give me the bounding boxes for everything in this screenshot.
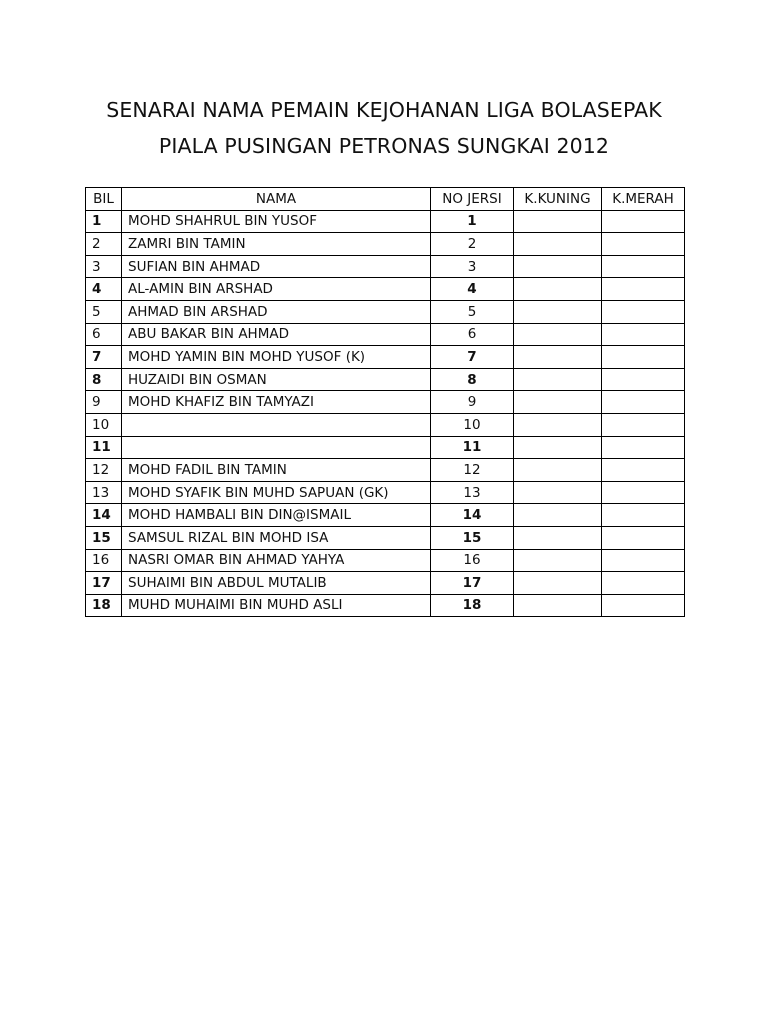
yellow-card-cell bbox=[514, 300, 602, 323]
jersey-number: 13 bbox=[431, 481, 514, 504]
table-row bbox=[86, 368, 685, 391]
red-card-cell bbox=[602, 459, 685, 482]
jersey-number: 15 bbox=[431, 526, 514, 549]
yellow-card-cell bbox=[514, 413, 602, 436]
row-number: 5 bbox=[86, 300, 122, 323]
row-number: 15 bbox=[86, 526, 122, 549]
row-number: 17 bbox=[86, 572, 122, 595]
table-row bbox=[86, 255, 685, 278]
jersey-number: 9 bbox=[431, 391, 514, 414]
jersey-number: 17 bbox=[431, 572, 514, 595]
red-card-cell bbox=[602, 572, 685, 595]
table-row bbox=[86, 572, 685, 595]
red-card-cell bbox=[602, 436, 685, 459]
row-number: 8 bbox=[86, 368, 122, 391]
yellow-card-cell bbox=[514, 504, 602, 527]
player-name: HUZAIDI BIN OSMAN bbox=[122, 368, 431, 391]
player-name: ZAMRI BIN TAMIN bbox=[122, 233, 431, 256]
jersey-number: 16 bbox=[431, 549, 514, 572]
table-row bbox=[86, 594, 685, 617]
yellow-card-cell bbox=[514, 436, 602, 459]
red-card-cell bbox=[602, 300, 685, 323]
jersey-number: 12 bbox=[431, 459, 514, 482]
player-name: SAMSUL RIZAL BIN MOHD ISA bbox=[122, 526, 431, 549]
document-title bbox=[0, 92, 768, 164]
row-number: 10 bbox=[86, 413, 122, 436]
red-card-cell bbox=[602, 549, 685, 572]
row-number: 12 bbox=[86, 459, 122, 482]
jersey-number: 5 bbox=[431, 300, 514, 323]
jersey-number: 8 bbox=[431, 368, 514, 391]
yellow-card-cell bbox=[514, 391, 602, 414]
yellow-card-cell bbox=[514, 346, 602, 369]
table-row bbox=[86, 504, 685, 527]
row-number: 14 bbox=[86, 504, 122, 527]
red-card-cell bbox=[602, 504, 685, 527]
player-name: AHMAD BIN ARSHAD bbox=[122, 300, 431, 323]
table-body bbox=[86, 210, 685, 617]
red-card-cell bbox=[602, 233, 685, 256]
jersey-number: 2 bbox=[431, 233, 514, 256]
red-card-cell bbox=[602, 323, 685, 346]
player-name: MOHD HAMBALI BIN DIN@ISMAIL bbox=[122, 504, 431, 527]
player-name: ABU BAKAR BIN AHMAD bbox=[122, 323, 431, 346]
yellow-card-cell bbox=[514, 368, 602, 391]
table-header-row bbox=[86, 188, 685, 211]
header-kad-merah: K.MERAH bbox=[602, 188, 685, 211]
header-kad-kuning: K.KUNING bbox=[514, 188, 602, 211]
jersey-number: 4 bbox=[431, 278, 514, 301]
player-name: MOHD SYAFIK BIN MUHD SAPUAN (GK) bbox=[122, 481, 431, 504]
player-name: SUHAIMI BIN ABDUL MUTALIB bbox=[122, 572, 431, 595]
row-number: 7 bbox=[86, 346, 122, 369]
header-nama: NAMA bbox=[122, 188, 431, 211]
player-list-table bbox=[85, 187, 685, 617]
red-card-cell bbox=[602, 346, 685, 369]
yellow-card-cell bbox=[514, 278, 602, 301]
red-card-cell bbox=[602, 481, 685, 504]
yellow-card-cell bbox=[514, 572, 602, 595]
red-card-cell bbox=[602, 255, 685, 278]
red-card-cell bbox=[602, 391, 685, 414]
yellow-card-cell bbox=[514, 233, 602, 256]
table-row bbox=[86, 233, 685, 256]
table-row bbox=[86, 391, 685, 414]
header-no-jersi: NO JERSI bbox=[431, 188, 514, 211]
table-row bbox=[86, 346, 685, 369]
table-row bbox=[86, 323, 685, 346]
table-row bbox=[86, 278, 685, 301]
player-name: MOHD SHAHRUL BIN YUSOF bbox=[122, 210, 431, 233]
yellow-card-cell bbox=[514, 323, 602, 346]
player-name: MOHD KHAFIZ BIN TAMYAZI bbox=[122, 391, 431, 414]
jersey-number: 7 bbox=[431, 346, 514, 369]
player-name: MUHD MUHAIMI BIN MUHD ASLI bbox=[122, 594, 431, 617]
red-card-cell bbox=[602, 210, 685, 233]
red-card-cell bbox=[602, 278, 685, 301]
yellow-card-cell bbox=[514, 459, 602, 482]
title-line-1: SENARAI NAMA PEMAIN KEJOHANAN LIGA BOLASEPAK bbox=[106, 98, 662, 122]
yellow-card-cell bbox=[514, 594, 602, 617]
table-row bbox=[86, 481, 685, 504]
player-name: MOHD YAMIN BIN MOHD YUSOF (K) bbox=[122, 346, 431, 369]
player-name: SUFIAN BIN AHMAD bbox=[122, 255, 431, 278]
red-card-cell bbox=[602, 368, 685, 391]
row-number: 11 bbox=[86, 436, 122, 459]
yellow-card-cell bbox=[514, 255, 602, 278]
yellow-card-cell bbox=[514, 549, 602, 572]
row-number: 13 bbox=[86, 481, 122, 504]
jersey-number: 18 bbox=[431, 594, 514, 617]
row-number: 9 bbox=[86, 391, 122, 414]
jersey-number: 11 bbox=[431, 436, 514, 459]
red-card-cell bbox=[602, 526, 685, 549]
table-row bbox=[86, 436, 685, 459]
row-number: 18 bbox=[86, 594, 122, 617]
jersey-number: 3 bbox=[431, 255, 514, 278]
player-name: AL-AMIN BIN ARSHAD bbox=[122, 278, 431, 301]
player-name bbox=[122, 436, 431, 459]
yellow-card-cell bbox=[514, 526, 602, 549]
table-row bbox=[86, 526, 685, 549]
row-number: 3 bbox=[86, 255, 122, 278]
yellow-card-cell bbox=[514, 210, 602, 233]
jersey-number: 10 bbox=[431, 413, 514, 436]
title-line-2: PIALA PUSINGAN PETRONAS SUNGKAI 2012 bbox=[158, 134, 610, 158]
red-card-cell bbox=[602, 594, 685, 617]
player-name: MOHD FADIL BIN TAMIN bbox=[122, 459, 431, 482]
row-number: 4 bbox=[86, 278, 122, 301]
red-card-cell bbox=[602, 413, 685, 436]
header-bil: BIL bbox=[86, 188, 122, 211]
table-row bbox=[86, 459, 685, 482]
player-name bbox=[122, 413, 431, 436]
table-row bbox=[86, 300, 685, 323]
table-row bbox=[86, 549, 685, 572]
yellow-card-cell bbox=[514, 481, 602, 504]
jersey-number: 14 bbox=[431, 504, 514, 527]
table-row bbox=[86, 210, 685, 233]
row-number: 6 bbox=[86, 323, 122, 346]
jersey-number: 1 bbox=[431, 210, 514, 233]
table-row bbox=[86, 413, 685, 436]
jersey-number: 6 bbox=[431, 323, 514, 346]
player-name: NASRI OMAR BIN AHMAD YAHYA bbox=[122, 549, 431, 572]
row-number: 2 bbox=[86, 233, 122, 256]
row-number: 1 bbox=[86, 210, 122, 233]
row-number: 16 bbox=[86, 549, 122, 572]
